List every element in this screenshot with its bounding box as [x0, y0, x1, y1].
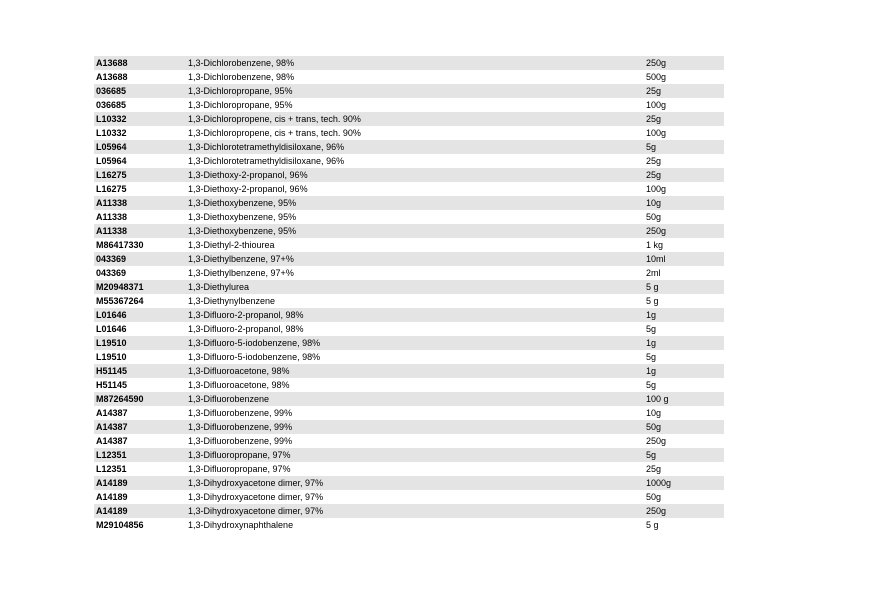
product-name: 1,3-Dichloropropene, cis + trans, tech. 90%	[188, 114, 361, 124]
product-name: 1,3-Dihydroxynaphthalene	[188, 520, 294, 530]
pack-size: 25g	[646, 464, 662, 474]
table-row	[94, 504, 724, 518]
product-code: M55367264	[96, 296, 144, 306]
product-name: 1,3-Difluorobenzene, 99%	[188, 422, 293, 432]
pack-size: 5g	[646, 142, 657, 152]
product-name: 1,3-Dichloropropane, 95%	[188, 86, 293, 96]
product-code: A14189	[96, 506, 128, 516]
product-name: 1,3-Difluoro-5-iodobenzene, 98%	[188, 352, 321, 362]
pack-size: 2ml	[646, 268, 661, 278]
product-name: 1,3-Diethylbenzene, 97+%	[188, 268, 294, 278]
product-code: A14387	[96, 436, 128, 446]
product-code: L10332	[96, 128, 127, 138]
product-name: 1,3-Dichlorobenzene, 98%	[188, 58, 295, 68]
product-table	[94, 56, 724, 532]
product-code: A14189	[96, 492, 128, 502]
table-row	[94, 266, 724, 280]
product-name: 1,3-Diethoxy-2-propanol, 96%	[188, 184, 308, 194]
table-row	[94, 336, 724, 350]
table-row	[94, 98, 724, 112]
table-row	[94, 462, 724, 476]
product-name: 1,3-Difluoro-2-propanol, 98%	[188, 324, 304, 334]
pack-size: 100 g	[646, 394, 669, 404]
pack-size: 10g	[646, 408, 662, 418]
product-name: 1,3-Dihydroxyacetone dimer, 97%	[188, 492, 324, 502]
product-name: 1,3-Dichlorotetramethyldisiloxane, 96%	[188, 156, 345, 166]
product-code: M20948371	[96, 282, 144, 292]
table-row	[94, 280, 724, 294]
product-code: L12351	[96, 450, 127, 460]
table-row	[94, 392, 724, 406]
product-code: L19510	[96, 338, 127, 348]
product-code: L16275	[96, 170, 127, 180]
table-row	[94, 56, 724, 70]
product-code: A13688	[96, 58, 128, 68]
pack-size: 5g	[646, 450, 657, 460]
product-code: A11338	[96, 198, 128, 208]
table-row	[94, 140, 724, 154]
table-row	[94, 210, 724, 224]
product-code: M29104856	[96, 520, 144, 530]
pack-size: 50g	[646, 212, 662, 222]
product-code: L12351	[96, 464, 127, 474]
table-row	[94, 252, 724, 266]
pack-size: 250g	[646, 58, 667, 68]
product-code: 036685	[96, 100, 127, 110]
product-name: 1,3-Diethoxybenzene, 95%	[188, 212, 297, 222]
pack-size: 5g	[646, 352, 657, 362]
product-code: L05964	[96, 142, 127, 152]
table-row	[94, 322, 724, 336]
product-name: 1,3-Diethylbenzene, 97+%	[188, 254, 294, 264]
product-code: L01646	[96, 310, 127, 320]
product-code: A11338	[96, 226, 128, 236]
product-code: L16275	[96, 184, 127, 194]
pack-size: 1g	[646, 338, 657, 348]
product-code: A14387	[96, 422, 128, 432]
table-row	[94, 476, 724, 490]
pack-size: 10g	[646, 198, 662, 208]
pack-size: 25g	[646, 156, 662, 166]
table-row	[94, 154, 724, 168]
pack-size: 25g	[646, 170, 662, 180]
product-name: 1,3-Dichloropropene, cis + trans, tech. 90%	[188, 128, 361, 138]
product-name: 1,3-Diethoxy-2-propanol, 96%	[188, 170, 308, 180]
product-name: 1,3-Dichloropropane, 95%	[188, 100, 293, 110]
product-code: 043369	[96, 254, 127, 264]
table-row	[94, 518, 724, 532]
pack-size: 1 kg	[646, 240, 664, 250]
pack-size: 25g	[646, 114, 662, 124]
pack-size: 5 g	[646, 296, 659, 306]
product-name: 1,3-Difluoropropane, 97%	[188, 464, 291, 474]
table-row	[94, 434, 724, 448]
table-row	[94, 70, 724, 84]
product-name: 1,3-Diethyl-2-thiourea	[188, 240, 275, 250]
product-name: 1,3-Difluorobenzene	[188, 394, 270, 404]
table-row	[94, 308, 724, 322]
product-name: 1,3-Diethynylbenzene	[188, 296, 276, 306]
table-row	[94, 238, 724, 252]
product-name: 1,3-Difluoro-2-propanol, 98%	[188, 310, 304, 320]
table-row	[94, 420, 724, 434]
product-code: L19510	[96, 352, 127, 362]
table-row	[94, 112, 724, 126]
product-code: H51145	[96, 366, 128, 376]
table-row	[94, 490, 724, 504]
pack-size: 50g	[646, 422, 662, 432]
table-row	[94, 196, 724, 210]
pack-size: 50g	[646, 492, 662, 502]
pack-size: 5g	[646, 380, 657, 390]
product-name: 1,3-Difluorobenzene, 99%	[188, 408, 293, 418]
product-name: 1,3-Dihydroxyacetone dimer, 97%	[188, 506, 324, 516]
product-name: 1,3-Difluorobenzene, 99%	[188, 436, 293, 446]
product-name: 1,3-Difluoroacetone, 98%	[188, 380, 290, 390]
product-code: A14387	[96, 408, 128, 418]
pack-size: 1g	[646, 310, 657, 320]
table-row	[94, 378, 724, 392]
pack-size: 500g	[646, 72, 667, 82]
pack-size: 5 g	[646, 282, 659, 292]
pack-size: 1g	[646, 366, 657, 376]
product-code: 043369	[96, 268, 127, 278]
product-name: 1,3-Dichlorobenzene, 98%	[188, 72, 295, 82]
table-row	[94, 350, 724, 364]
product-code: L01646	[96, 324, 127, 334]
product-code: M87264590	[96, 394, 144, 404]
product-name: 1,3-Dichlorotetramethyldisiloxane, 96%	[188, 142, 345, 152]
table-row	[94, 126, 724, 140]
pack-size: 5g	[646, 324, 657, 334]
product-name: 1,3-Diethylurea	[188, 282, 250, 292]
pack-size: 250g	[646, 226, 667, 236]
product-name: 1,3-Dihydroxyacetone dimer, 97%	[188, 478, 324, 488]
product-code: 036685	[96, 86, 127, 96]
table-row	[94, 364, 724, 378]
table-row	[94, 182, 724, 196]
product-code: A11338	[96, 212, 128, 222]
pack-size: 1000g	[646, 478, 672, 488]
table-row	[94, 168, 724, 182]
pack-size: 100g	[646, 100, 667, 110]
product-name: 1,3-Difluoropropane, 97%	[188, 450, 291, 460]
pack-size: 250g	[646, 506, 667, 516]
product-code: L05964	[96, 156, 127, 166]
product-name: 1,3-Diethoxybenzene, 95%	[188, 198, 297, 208]
product-name: 1,3-Difluoro-5-iodobenzene, 98%	[188, 338, 321, 348]
pack-size: 25g	[646, 86, 662, 96]
product-code: L10332	[96, 114, 127, 124]
pack-size: 5 g	[646, 520, 659, 530]
pack-size: 10ml	[646, 254, 666, 264]
table-row	[94, 448, 724, 462]
table-row	[94, 224, 724, 238]
product-code: A13688	[96, 72, 128, 82]
table-row	[94, 84, 724, 98]
pack-size: 250g	[646, 436, 667, 446]
pack-size: 100g	[646, 128, 667, 138]
product-code: H51145	[96, 380, 128, 390]
table-row	[94, 406, 724, 420]
product-code: M86417330	[96, 240, 144, 250]
product-name: 1,3-Difluoroacetone, 98%	[188, 366, 290, 376]
pack-size: 100g	[646, 184, 667, 194]
product-name: 1,3-Diethoxybenzene, 95%	[188, 226, 297, 236]
table-row	[94, 294, 724, 308]
product-code: A14189	[96, 478, 128, 488]
